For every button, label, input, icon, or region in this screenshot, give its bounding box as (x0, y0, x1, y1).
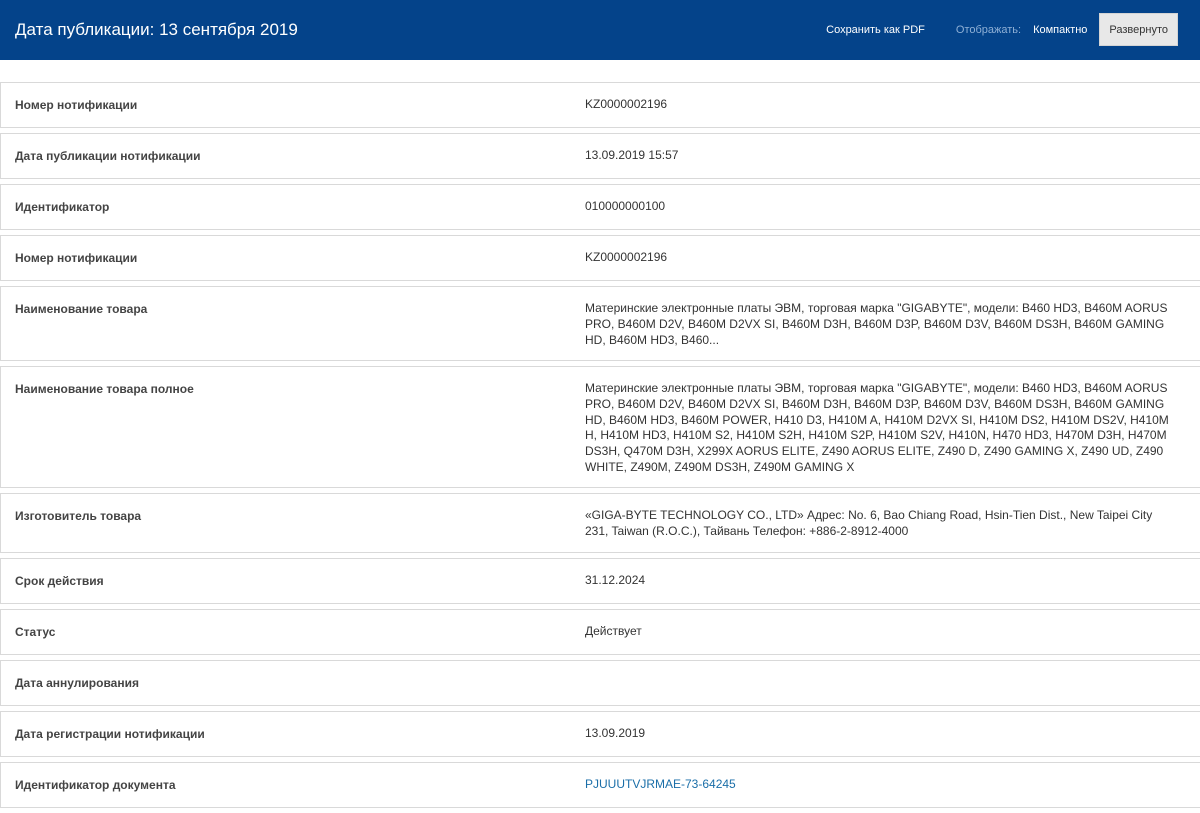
row-label: Изготовитель товара (15, 509, 142, 523)
compact-view-toggle[interactable]: Компактно (1033, 23, 1088, 36)
row-label: Идентификатор документа (15, 778, 176, 792)
row-label: Наименование товара полное (15, 382, 194, 396)
notification-details (0, 82, 1200, 813)
row-validity-period (0, 558, 1200, 604)
row-label: Статус (15, 625, 56, 639)
row-product-name (0, 286, 1200, 361)
display-mode-label: Отображать: (955, 23, 1022, 36)
row-registration-date (0, 711, 1200, 757)
row-value: 31.12.2024 (585, 573, 646, 587)
row-identifier (0, 184, 1200, 230)
row-value: Материнские электронные платы ЭВМ, торговая марка "GIGABYTE", модели: B460 HD3, B460M AORUS PRO, B460M D2V, B460M D2VX SI, B460M D3H, B460M D3P, B460M D3V, B460M DS3H, B460M GAMING HD, B460M HD3, B460... (585, 301, 1168, 347)
header-actions (826, 13, 1178, 46)
row-value: 13.09.2019 15:57 (585, 148, 679, 162)
row-label: Наименование товара (15, 302, 148, 316)
row-value: 13.09.2019 (585, 726, 646, 740)
row-value: KZ0000002196 (585, 250, 668, 264)
row-value: KZ0000002196 (585, 97, 668, 111)
status-value: Действует (585, 624, 642, 638)
row-notification-number-2 (0, 235, 1200, 281)
row-label: Дата публикации нотификации (15, 149, 201, 163)
row-label: Дата регистрации нотификации (15, 727, 205, 741)
row-document-id (0, 762, 1200, 808)
document-id-link[interactable]: PJUUUTVJRMAE-73-64245 (585, 777, 736, 791)
save-pdf-link[interactable]: Сохранить как PDF (826, 23, 925, 36)
expanded-view-toggle[interactable]: Развернуто (1099, 13, 1178, 46)
row-product-name-full (0, 366, 1200, 488)
row-label: Идентификатор (15, 200, 110, 214)
row-label: Номер нотификации (15, 251, 138, 265)
row-value (585, 675, 1175, 705)
row-value: Материнские электронные платы ЭВМ, торговая марка "GIGABYTE", модели: B460 HD3, B460M AORUS PRO, B460M D2V, B460M D2VX SI, B460M D3H, B460M D3P, B460M D3V, B460M DS3H, B460M GAMING HD, B460M HD3, B460M POWER, H410 D3, H410M A, H410M D2VX SI, H410M DS2, H410M DS2V, H410M H, H410M HD3, H410M S2, H410M S2H, H410M S2P, H410M S2V, H410N, H470 HD3, H470M D3H, H470M DS3H, Q470M D3H, X299X AORUS ELITE, Z490 AORUS ELITE, Z490 D, Z490 GAMING X, Z490 UD, Z490 WHITE, Z490M, Z490M DS3H, Z490M GAMING X (585, 381, 1169, 474)
row-status (0, 609, 1200, 655)
page-header (0, 0, 1200, 60)
row-manufacturer (0, 493, 1200, 553)
page-title: Дата публикации: 13 сентября 2019 (15, 20, 298, 39)
row-notification-number (0, 82, 1200, 128)
row-label: Срок действия (15, 574, 104, 588)
row-value: «GIGA-BYTE TECHNOLOGY CO., LTD» Адрес: No. 6, Bao Chiang Road, Hsin-Tien Dist., New Taipei City 231, Taiwan (R.O.C.), Тайвань Телефон: +886-2-8912-4000 (585, 508, 1153, 538)
row-label: Дата аннулирования (15, 676, 139, 690)
row-label: Номер нотификации (15, 98, 138, 112)
row-publication-date (0, 133, 1200, 179)
row-value: 010000000100 (585, 199, 666, 213)
row-cancellation-date (0, 660, 1200, 706)
